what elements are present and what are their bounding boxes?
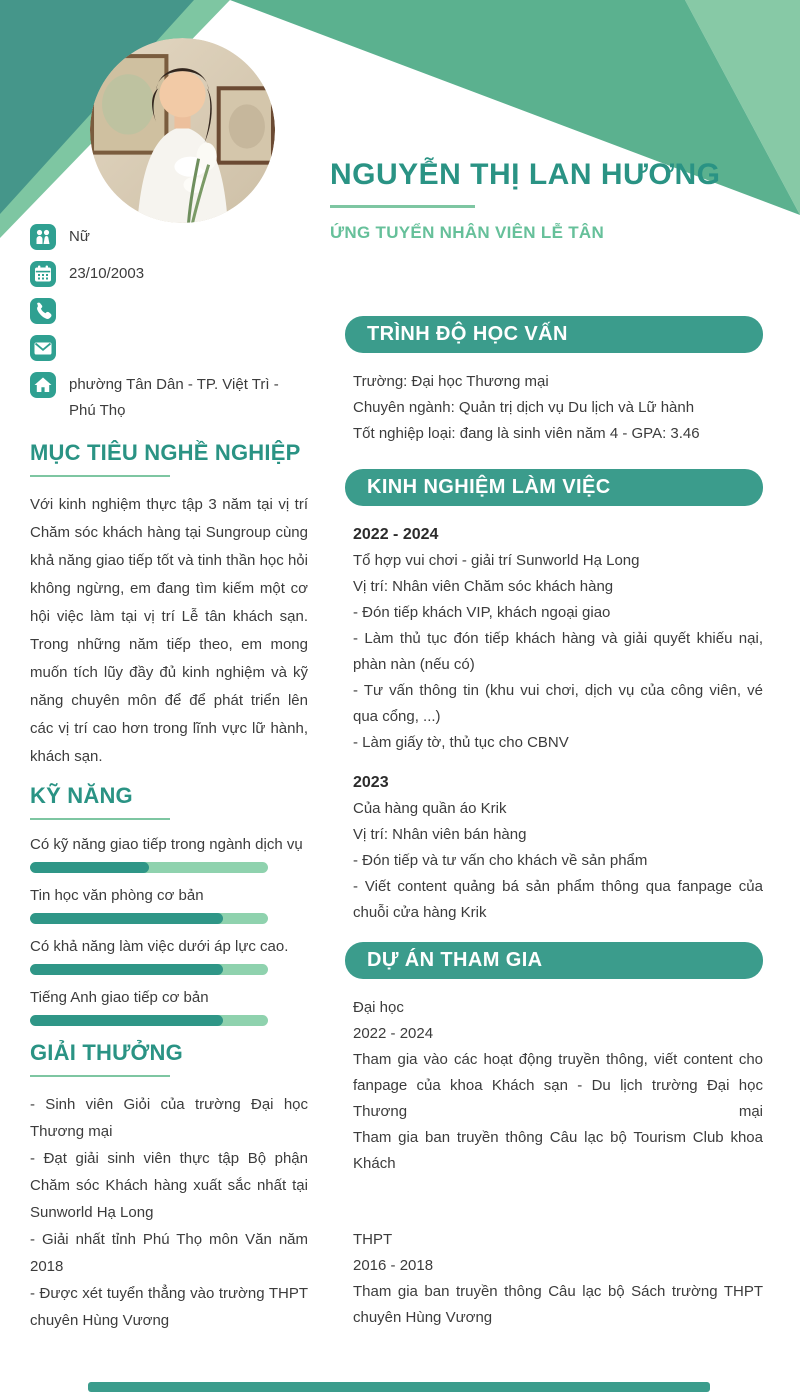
job-detail-line: - Làm thủ tục đón tiếp khách hàng và giải quyết khiếu nại, phàn nàn (nếu có) (353, 630, 763, 673)
project-name: THPT (353, 1231, 393, 1248)
skill-item (30, 834, 308, 873)
skill-label: Tiếng Anh giao tiếp cơ bản (30, 989, 209, 1006)
skill-bar-track (30, 964, 268, 975)
job-detail-line: Tổ hợp vui chơi - giải trí Sunworld Hạ Long (353, 552, 640, 569)
section-education (345, 316, 763, 447)
home-icon (30, 372, 56, 398)
right-column (345, 316, 763, 1331)
project-name: Đại học (353, 999, 404, 1016)
award-item: - Sinh viên Giỏi của trường Đại học Thương mại (30, 1096, 308, 1140)
education-line: Chuyên ngành: Quản trị dịch vụ Du lịch và Lữ hành (353, 399, 695, 416)
objective-section-title: MỤC TIÊU NGHỀ NGHIỆP (30, 440, 301, 465)
skill-bar-fill (30, 1015, 223, 1026)
skill-bar-fill (30, 913, 223, 924)
skill-bar-fill (30, 862, 149, 873)
job-detail-line: - Đón tiếp khách VIP, khách ngoại giao (353, 604, 611, 621)
education-details (345, 369, 763, 447)
email-icon (30, 335, 56, 361)
job-period: 2023 (353, 774, 389, 791)
skill-item (30, 936, 308, 975)
contact-item (30, 224, 308, 250)
gender-icon (30, 224, 56, 250)
applied-position: ỨNG TUYỂN NHÂN VIÊN LỄ TÂN (330, 223, 605, 242)
education-line: Trường: Đại học Thương mại (353, 373, 549, 390)
contact-item-text: phường Tân Dân - TP. Việt Trì - Phú Thọ (69, 376, 279, 419)
project-period: 2016 - 2018 (353, 1257, 434, 1274)
skill-item (30, 987, 308, 1026)
projects-entries (345, 995, 763, 1331)
contact-item (30, 335, 308, 361)
skills-section-title: KỸ NĂNG (30, 783, 133, 808)
job-detail-line: - Viết content quảng bá sản phẩm thông qua fanpage của chuỗi cửa hàng Krik (353, 878, 763, 921)
award-item: - Đạt giải sinh viên thực tập Bộ phận Chăm sóc Khách hàng xuất sắc nhất tại Sunworld Hạ Long (30, 1150, 308, 1221)
job-detail-line: - Đón tiếp và tư vấn cho khách về sản phẩm (353, 852, 648, 869)
project-detail-line: Tham gia ban truyền thông Câu lạc bộ Tourism Club khoa Khách (353, 1129, 763, 1172)
skills-list (30, 834, 308, 1026)
profile-photo-illustration (90, 38, 275, 223)
gender-icon (30, 224, 56, 250)
profile-photo (90, 38, 275, 223)
section-skills (30, 783, 308, 1026)
job-detail-line: - Làm giấy tờ, thủ tục cho CBNV (353, 734, 569, 751)
project-entry (345, 1227, 763, 1331)
skill-label: Tin học văn phòng cơ bản (30, 887, 204, 904)
skill-label: Có khả năng làm việc dưới áp lực cao. (30, 938, 289, 955)
awards-section-title: GIẢI THƯỞNG (30, 1040, 183, 1065)
phone-icon (30, 298, 56, 324)
awards-list (30, 1091, 308, 1334)
job-detail-line: Vị trí: Nhân viên bán hàng (353, 826, 527, 843)
skill-bar-track (30, 862, 268, 873)
education-line: Tốt nghiệp loại: đang là sinh viên năm 4 - GPA: 3.46 (353, 425, 700, 442)
awards-title-underline (30, 1075, 170, 1077)
projects-section-banner: DỰ ÁN THAM GIA (345, 942, 763, 979)
job-detail-line: Vị trí: Nhân viên Chăm sóc khách hàng (353, 578, 614, 595)
skill-label: Có kỹ năng giao tiếp trong ngành dịch vụ (30, 836, 303, 853)
project-detail-line: Tham gia ban truyền thông Câu lạc bộ Sách trường THPT chuyên Hùng Vương (353, 1283, 763, 1326)
objective-title-underline (30, 475, 170, 477)
section-objective (30, 440, 308, 771)
calendar-icon (30, 261, 56, 287)
home-icon (30, 372, 56, 398)
phone-icon (30, 298, 56, 324)
contact-item-text: Nữ (69, 228, 90, 245)
skill-bar-fill (30, 964, 223, 975)
education-section-banner: TRÌNH ĐỘ HỌC VẤN (345, 316, 763, 353)
project-period: 2022 - 2024 (353, 1025, 434, 1042)
bottom-accent-bar (88, 1382, 710, 1392)
header (330, 158, 780, 243)
project-entry (345, 995, 763, 1177)
contact-item (30, 298, 308, 324)
section-awards (30, 1040, 308, 1334)
left-column (30, 224, 308, 1334)
contact-item (30, 261, 308, 287)
objective-text: Với kinh nghiệm thực tập 3 năm tại vị trí Chăm sóc khách hàng tại Sungroup cùng khả năng giao tiếp tốt và tinh thần học hỏi không ngừng, em đang tìm kiếm một cơ hội việc làm tại vị trí Lễ tân khách sạn. Trong những năm tiếp theo, em mong muốn tích lũy đầy đủ kinh nghiệm và kỹ năng chuyên môn để để phát triển lên các vị trí cao hơn trong lĩnh vực lữ hành, khách sạn. (30, 496, 308, 765)
job-period: 2022 - 2024 (353, 526, 439, 543)
experience-section-banner: KINH NGHIỆM LÀM VIỆC (345, 469, 763, 506)
skill-bar-track (30, 913, 268, 924)
candidate-name: NGUYỄN THỊ LAN HƯƠNG (330, 158, 721, 191)
project-detail-line: Tham gia vào các hoạt động truyền thông, viết content cho fanpage của khoa Khách sạn - Du lịch trường Đại học Thương mại (353, 1051, 763, 1120)
contact-item-text: 23/10/2003 (69, 265, 145, 282)
job-detail-line: - Tư vấn thông tin (khu vui chơi, dịch vụ của công viên, vé qua cổng, ...) (353, 682, 763, 725)
section-experience (345, 469, 763, 926)
skill-item (30, 885, 308, 924)
contact-info (30, 224, 308, 424)
contact-item (30, 372, 308, 424)
calendar-icon (30, 261, 56, 287)
name-underline (330, 205, 475, 208)
experience-job (345, 522, 763, 756)
award-item: - Giải nhất tỉnh Phú Thọ môn Văn năm 2018 (30, 1231, 308, 1275)
email-icon (30, 335, 56, 361)
job-detail-line: Của hàng quần áo Krik (353, 800, 507, 817)
award-item: - Được xét tuyển thẳng vào trường THPT chuyên Hùng Vương (30, 1285, 308, 1329)
section-projects (345, 942, 763, 1331)
skills-title-underline (30, 818, 170, 820)
experience-job (345, 770, 763, 926)
skill-bar-track (30, 1015, 268, 1026)
experience-jobs (345, 522, 763, 926)
